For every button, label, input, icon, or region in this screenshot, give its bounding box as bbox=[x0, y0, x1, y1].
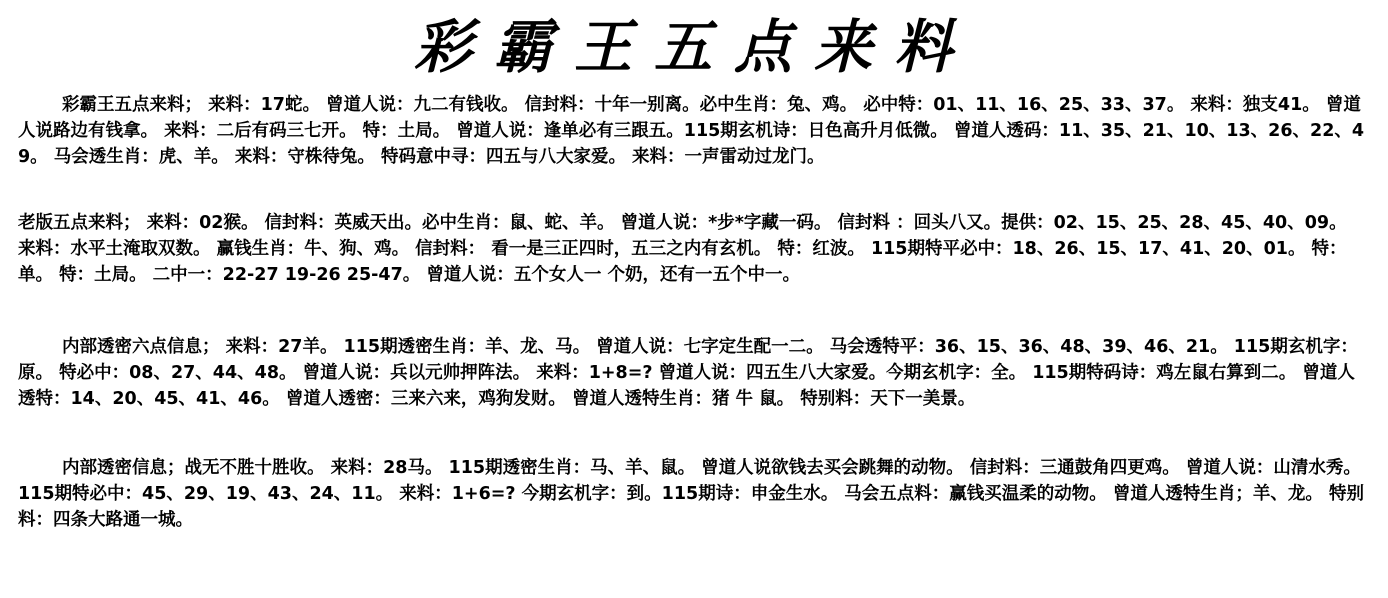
paragraph-4-text: 内部透密信息；战无不胜十胜收。 来料：28马。 115期透密生肖：马、羊、鼠。 曾道人说欲钱去买会跳舞的动物。 信封料：三通鼓角四更鸡。 曾道人说：山清水秀。 115期特必中：45、29、19、43、24、11。 来料：1+6=? 今期玄机字：到。115期诗：申金生水。 马会五点料：赢钱买温柔的动物。 曾道人透特生肖；羊、龙。 特别料：四条大路通一城。 bbox=[18, 458, 1367, 530]
paragraph-3-text: 内部透密六点信息； 来料：27羊。 115期透密生肖：羊、龙、马。 曾道人说：七字定生配一二。 马会透特平：36、15、36、48、39、46、21。 115期玄机字：原。 特必中：08、27、44、48。 曾道人说：兵以元帅押阵法。 来料：1+8=? 曾道人说：四五生八大家爱。今期玄机字：全。 115期特码诗：鸡左鼠右算到二。 曾道人透特：14、20、45、41、46。 曾道人透密：三来六来，鸡狗发财。 曾道人透特生肖：猪 牛 鼠。 特别料：天下一美景。 bbox=[18, 337, 1358, 409]
paragraph-1-text: 彩霸王五点来料； 来料：17蛇。 曾道人说：九二有钱收。 信封料：十年一别离。必中生肖：兔、鸡。 必中特：01、11、16、25、33、37。 来料：独支41。 曾道人说路边有钱拿。 来料：二后有码三七开。 特：土局。 曾道人说：逢单必有三跟五。115期玄机诗：日色高升月低微。 曾道人透码：11、35、21、10、13、26、22、49。 马会透生肖：虎、羊。 来料：守株待兔。 特码意中寻：四五与八大家爱。 来料：一声雷动过龙门。 bbox=[18, 95, 1365, 167]
paragraph-3 bbox=[18, 334, 1368, 412]
paragraph-4 bbox=[18, 455, 1368, 533]
paragraph-2 bbox=[18, 210, 1368, 288]
paragraph-2-text: 老版五点来料； 来料：02猴。 信封料：英威天出。必中生肖：鼠、蛇、羊。 曾道人说：*步*字藏一码。 信封料 ：回头八又。提供：02、15、25、28、45、40、09。 来料：水平土淹取双数。 赢钱生肖：牛、狗、鸡。 信封料： 看一是三正四时，五三之内有玄机。 特：红波。 115期特平必中：18、26、15、17、41、20、01。 特：单。 特：土局。 二中一：22-27 19-26 25-47。 曾道人说：五个女人一 个奶，还有一五个中一。 bbox=[18, 213, 1353, 285]
paragraph-1 bbox=[18, 92, 1368, 170]
page-title: 彩霸王五点来料 bbox=[413, 13, 974, 81]
